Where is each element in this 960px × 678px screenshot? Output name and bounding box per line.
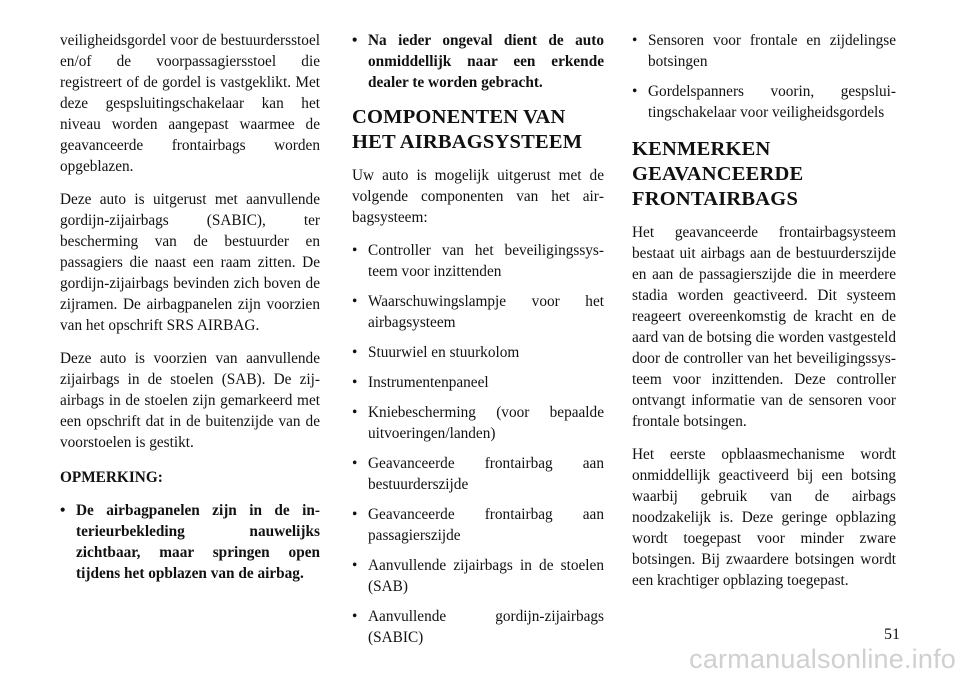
list-item: • Kniebescherming (voor bepaalde uitvoeringen/landen) — [352, 402, 604, 444]
list-item: • Gordelspanners voorin, gespsluitingschakelaar voor veiligheidsgordels — [632, 81, 896, 123]
column-left — [60, 30, 320, 593]
warning-list — [352, 30, 604, 93]
note-list — [60, 500, 320, 584]
list-item: • Sensoren voor frontale en zijdelingse botsingen — [632, 30, 896, 72]
list-item: • Aanvullende zijairbags in de stoelen (SAB) — [352, 555, 604, 597]
paragraph-sabic: Deze auto is uitgerust met aanvullende gordijn-zijairbags (SABIC), ter bescherming van de bestuurder en passagiers die naast een raam zitten. De gordijn-zijairbags bevinden zich boven de zijramen. De airbagpanelen zijn voorzien van het opschrift SRS AIRBAG. — [60, 191, 320, 334]
paragraph-advanced-system: Het geavanceerde frontairbagsysteem bestaat uit airbags aan de bestuurderszijde en aan de passagierszijde die in meerdere stadia worden geactiveerd. Dit systeem reageert overeenkomstig de kracht en de aard van de botsing die worden vastgesteld door de controller van het beveiligingssysteem voor inzittenden. Deze controller ontvangt informatie van de sensoren voor frontale botsingen. — [632, 224, 896, 430]
paragraph-seatbelt-switch: veiligheidsgordel voor de bestuurdersstoel en/of de voorpassagiersstoel die registreert of de gordel is vastgeklikt. Met deze gespsluitingschakelaar kan het niveau worden aangepast waarmee de geavanceerde frontairbags worden opgeblazen. — [60, 32, 320, 175]
list-item: • Geavanceerde frontairbag aan bestuurderszijde — [352, 453, 604, 495]
components-intro: Uw auto is mogelijk uitgerust met de volgende componenten van het airbagsysteem: — [352, 167, 604, 226]
watermark: carmanualsonline.info — [689, 644, 956, 674]
list-item: • Instrumentenpaneel — [352, 372, 604, 393]
page-number: 51 — [884, 626, 900, 643]
list-item: • Controller van het beveiligingssysteem voor inzittenden — [352, 240, 604, 282]
paragraph-inflation-stages: Het eerste opblaasmechanisme wordt onmiddellijk geactiveerd bij een botsing waarbij gebruik van de airbags noodzakelijk is. Deze geringe opblazing wordt toegepast voor minder zware botsingen. Bij zwaardere botsingen wordt een krachtiger opblazing toegepast. — [632, 446, 896, 589]
note-label: OPMERKING: — [60, 469, 163, 486]
list-item: • Stuurwiel en stuurkolom — [352, 342, 604, 363]
column-middle — [352, 30, 604, 657]
section-heading-components: COMPONENTEN VAN HET AIRBAGSYSTEEM — [352, 106, 583, 153]
list-item: • Waarschuwingslampje voor het airbagsysteem — [352, 291, 604, 333]
components-list-continued — [632, 30, 896, 123]
list-item: • Aanvullende gordijn-zijairbags (SABIC) — [352, 606, 604, 648]
column-right — [632, 30, 896, 603]
paragraph-sab: Deze auto is voorzien van aanvullende zijairbags in de stoelen (SAB). De zijairbags in de stoelen zijn gemarkeerd met een opschrift dat in de buitenzijde van de voorstoelen is gestikt. — [60, 350, 320, 451]
section-heading-advanced-frontairbags: KENMERKEN GEAVANCEERDE FRONTAIRBAGS — [632, 138, 804, 210]
components-list — [352, 240, 604, 648]
warning-bullet: • Na ieder ongeval dient de auto onmiddellijk naar een erkende dealer te worden gebracht. — [352, 30, 604, 93]
note-bullet: • De airbagpanelen zijn in de interieurbekleding nauwelijks zichtbaar, maar springen open tijdens het opblazen van de airbag. — [60, 500, 320, 584]
list-item: • Geavanceerde frontairbag aan passagierszijde — [352, 504, 604, 546]
